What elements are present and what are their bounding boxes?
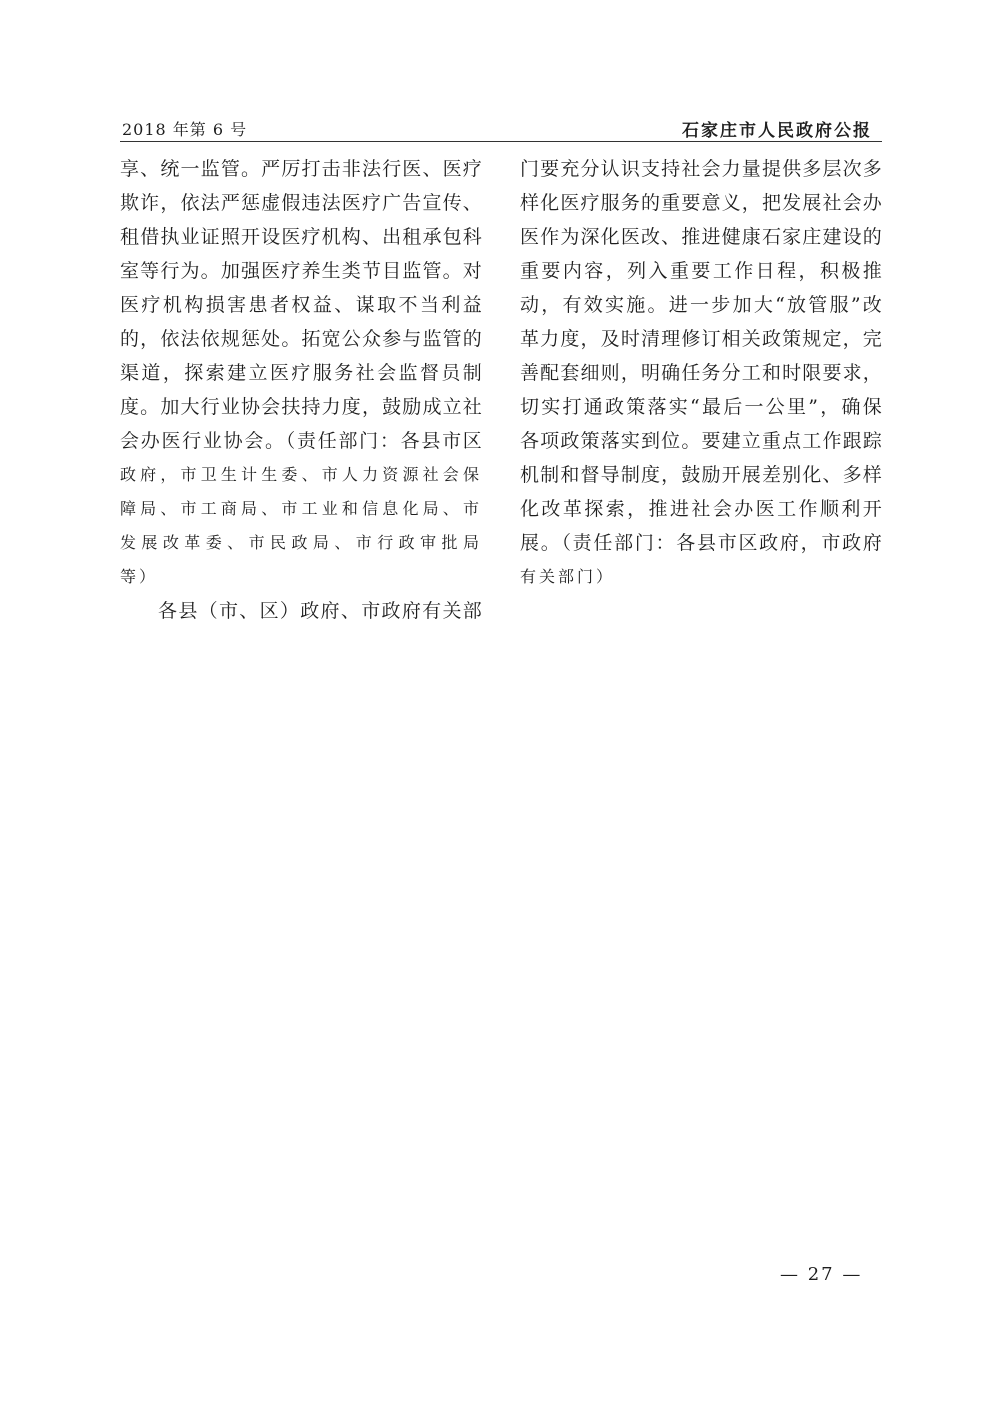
responsibility-note-line: 障局、市工商局、市工业和信息化局、市 xyxy=(120,499,482,518)
publication-title: 石家庄市人民政府公报 xyxy=(682,121,872,141)
text-line: 享、统一监管。严厉打击非法行医、医疗 xyxy=(120,158,482,180)
paragraph-start-line: 各县（市、区）政府、市政府有关部 xyxy=(158,600,482,622)
right-text-column xyxy=(520,152,882,594)
responsibility-note-line: 等） xyxy=(120,567,159,586)
header-divider xyxy=(120,141,882,142)
responsibility-note-line: 政府，市卫生计生委、市人力资源社会保 xyxy=(120,465,482,484)
text-line: 革力度，及时清理修订相关政策规定，完 xyxy=(520,328,882,350)
responsibility-note-line: 发展改革委、市民政局、市行政审批局 xyxy=(120,533,482,552)
text-line: 渠道，探索建立医疗服务社会监督员制 xyxy=(120,362,482,384)
text-line: 室等行为。加强医疗养生类节目监管。对 xyxy=(120,260,482,282)
text-line: 租借执业证照开设医疗机构、出租承包科 xyxy=(120,226,482,248)
text-line: 切实打通政策落实“最后一公里”，确保 xyxy=(520,396,882,418)
text-line: 的，依法依规惩处。拓宽公众参与监管的 xyxy=(120,328,482,350)
text-line: 会办医行业协会。（责任部门：各县市区 xyxy=(120,430,482,452)
text-line: 重要内容，列入重要工作日程，积极推 xyxy=(520,260,882,282)
responsibility-note-line: 有关部门） xyxy=(520,567,616,586)
text-line: 各项政策落实到位。要建立重点工作跟踪 xyxy=(520,430,882,452)
text-line: 动，有效实施。进一步加大“放管服”改 xyxy=(520,294,882,316)
page-number: — 27 — xyxy=(780,1264,863,1285)
text-line: 化改革探索，推进社会办医工作顺利开 xyxy=(520,498,882,520)
text-line: 医疗机构损害患者权益、谋取不当利益 xyxy=(120,294,482,316)
text-line: 欺诈，依法严惩虚假违法医疗广告宣传、 xyxy=(120,192,482,214)
text-line: 机制和督导制度，鼓励开展差别化、多样 xyxy=(520,464,882,486)
text-line: 样化医疗服务的重要意义，把发展社会办 xyxy=(520,192,882,214)
text-line: 善配套细则，明确任务分工和时限要求， xyxy=(520,362,882,384)
issue-number: 2018 年第 6 号 xyxy=(122,120,248,139)
text-line: 医作为深化医改、推进健康石家庄建设的 xyxy=(520,226,882,248)
text-line: 门要充分认识支持社会力量提供多层次多 xyxy=(520,158,882,180)
left-text-column xyxy=(120,152,482,628)
text-line: 展。（责任部门：各县市区政府，市政府 xyxy=(520,532,882,554)
text-line: 度。加大行业协会扶持力度，鼓励成立社 xyxy=(120,396,482,418)
